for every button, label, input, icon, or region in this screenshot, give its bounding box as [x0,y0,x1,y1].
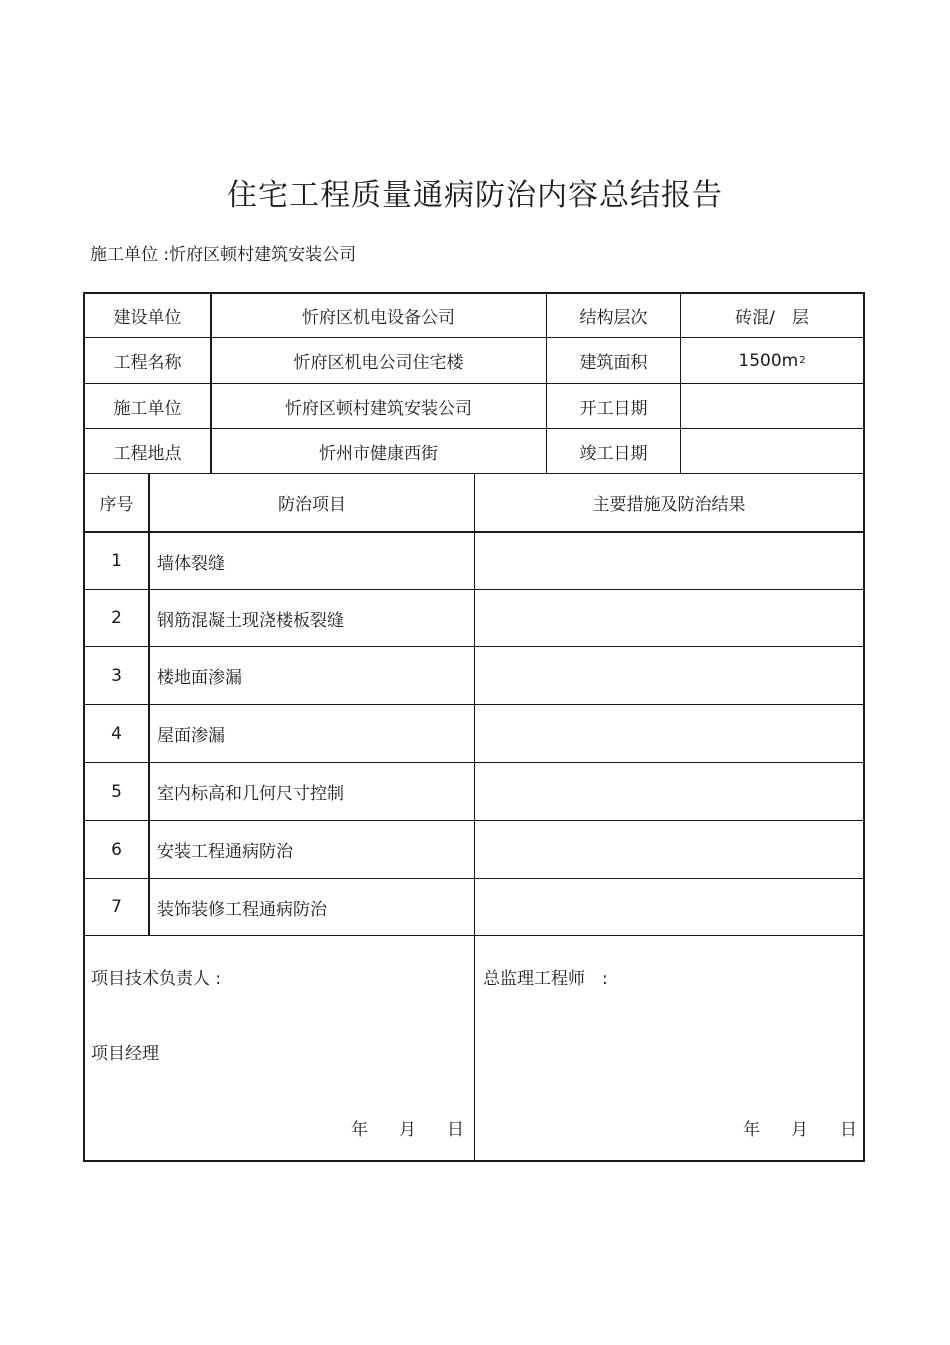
chief-supervisor-label: 总监理工程师 : [483,969,608,989]
label-location: 工程地点 [113,443,182,464]
right-month-label: 月 [791,1120,808,1140]
value-owner: 忻府区机电设备公司 [302,308,455,328]
value-project-name: 忻府区机电公司住宅楼 [293,353,464,373]
item-name: 墙体裂缝 [157,553,225,574]
label-owner: 建设单位 [113,308,182,328]
value-completion-date [681,429,863,473]
label-structure: 结构层次 [579,308,648,328]
value-contractor: 忻府区顿村建筑安装公司 [285,398,472,419]
value-floor-area [681,338,863,383]
construction-unit-line: 施工单位 :忻府区顿村建筑安装公司 [90,245,357,265]
item-name: 钢筋混凝土现浇楼板裂缝 [157,610,344,631]
column-divider [148,473,150,935]
item-name: 室内标高和几何尺寸控制 [157,784,344,804]
floor-area-superscript: 2 [799,355,806,366]
item-no: 2 [111,608,122,628]
page-title: 住宅工程质量通病防治内容总结报告 [227,178,723,213]
value-structure: 砖混/ 层 [735,308,809,328]
label-start-date: 开工日期 [579,398,648,419]
item-name: 装饰装修工程通病防治 [157,899,327,920]
right-year-label: 年 [743,1120,760,1140]
item-no: 7 [111,897,122,917]
label-contractor: 施工单位 [113,398,182,419]
item-no: 1 [111,551,122,571]
project-manager-label: 项目经理 [91,1044,159,1064]
value-location: 忻州市健康西街 [319,443,438,464]
item-no: 4 [111,723,122,744]
item-no: 3 [111,665,122,686]
item-result [475,533,863,589]
item-result [475,763,863,820]
right-day-label: 日 [840,1120,857,1140]
tech-lead-label: 项目技术负责人 : [91,969,222,989]
label-completion-date: 竣工日期 [579,443,648,464]
item-no: 5 [111,781,122,802]
left-year-label: 年 [351,1120,368,1140]
left-month-label: 月 [399,1120,416,1140]
item-name: 屋面渗漏 [157,726,225,746]
item-result [475,879,863,935]
header-no: 序号 [99,495,134,515]
left-day-label: 日 [447,1120,464,1140]
item-name: 安装工程通病防治 [157,842,293,862]
header-result: 主要措施及防治结果 [592,495,746,515]
item-result [475,647,863,704]
value-start-date [681,384,863,428]
floor-area-number: 1500m [738,350,799,371]
item-no: 6 [111,839,122,860]
label-project-name: 工程名称 [113,353,182,373]
item-result [475,705,863,762]
label-floor-area: 建筑面积 [579,353,648,373]
header-item: 防治项目 [278,495,346,515]
item-result [475,590,863,646]
item-name: 楼地面渗漏 [157,668,242,688]
report-table [83,292,865,1162]
item-result [475,821,863,878]
